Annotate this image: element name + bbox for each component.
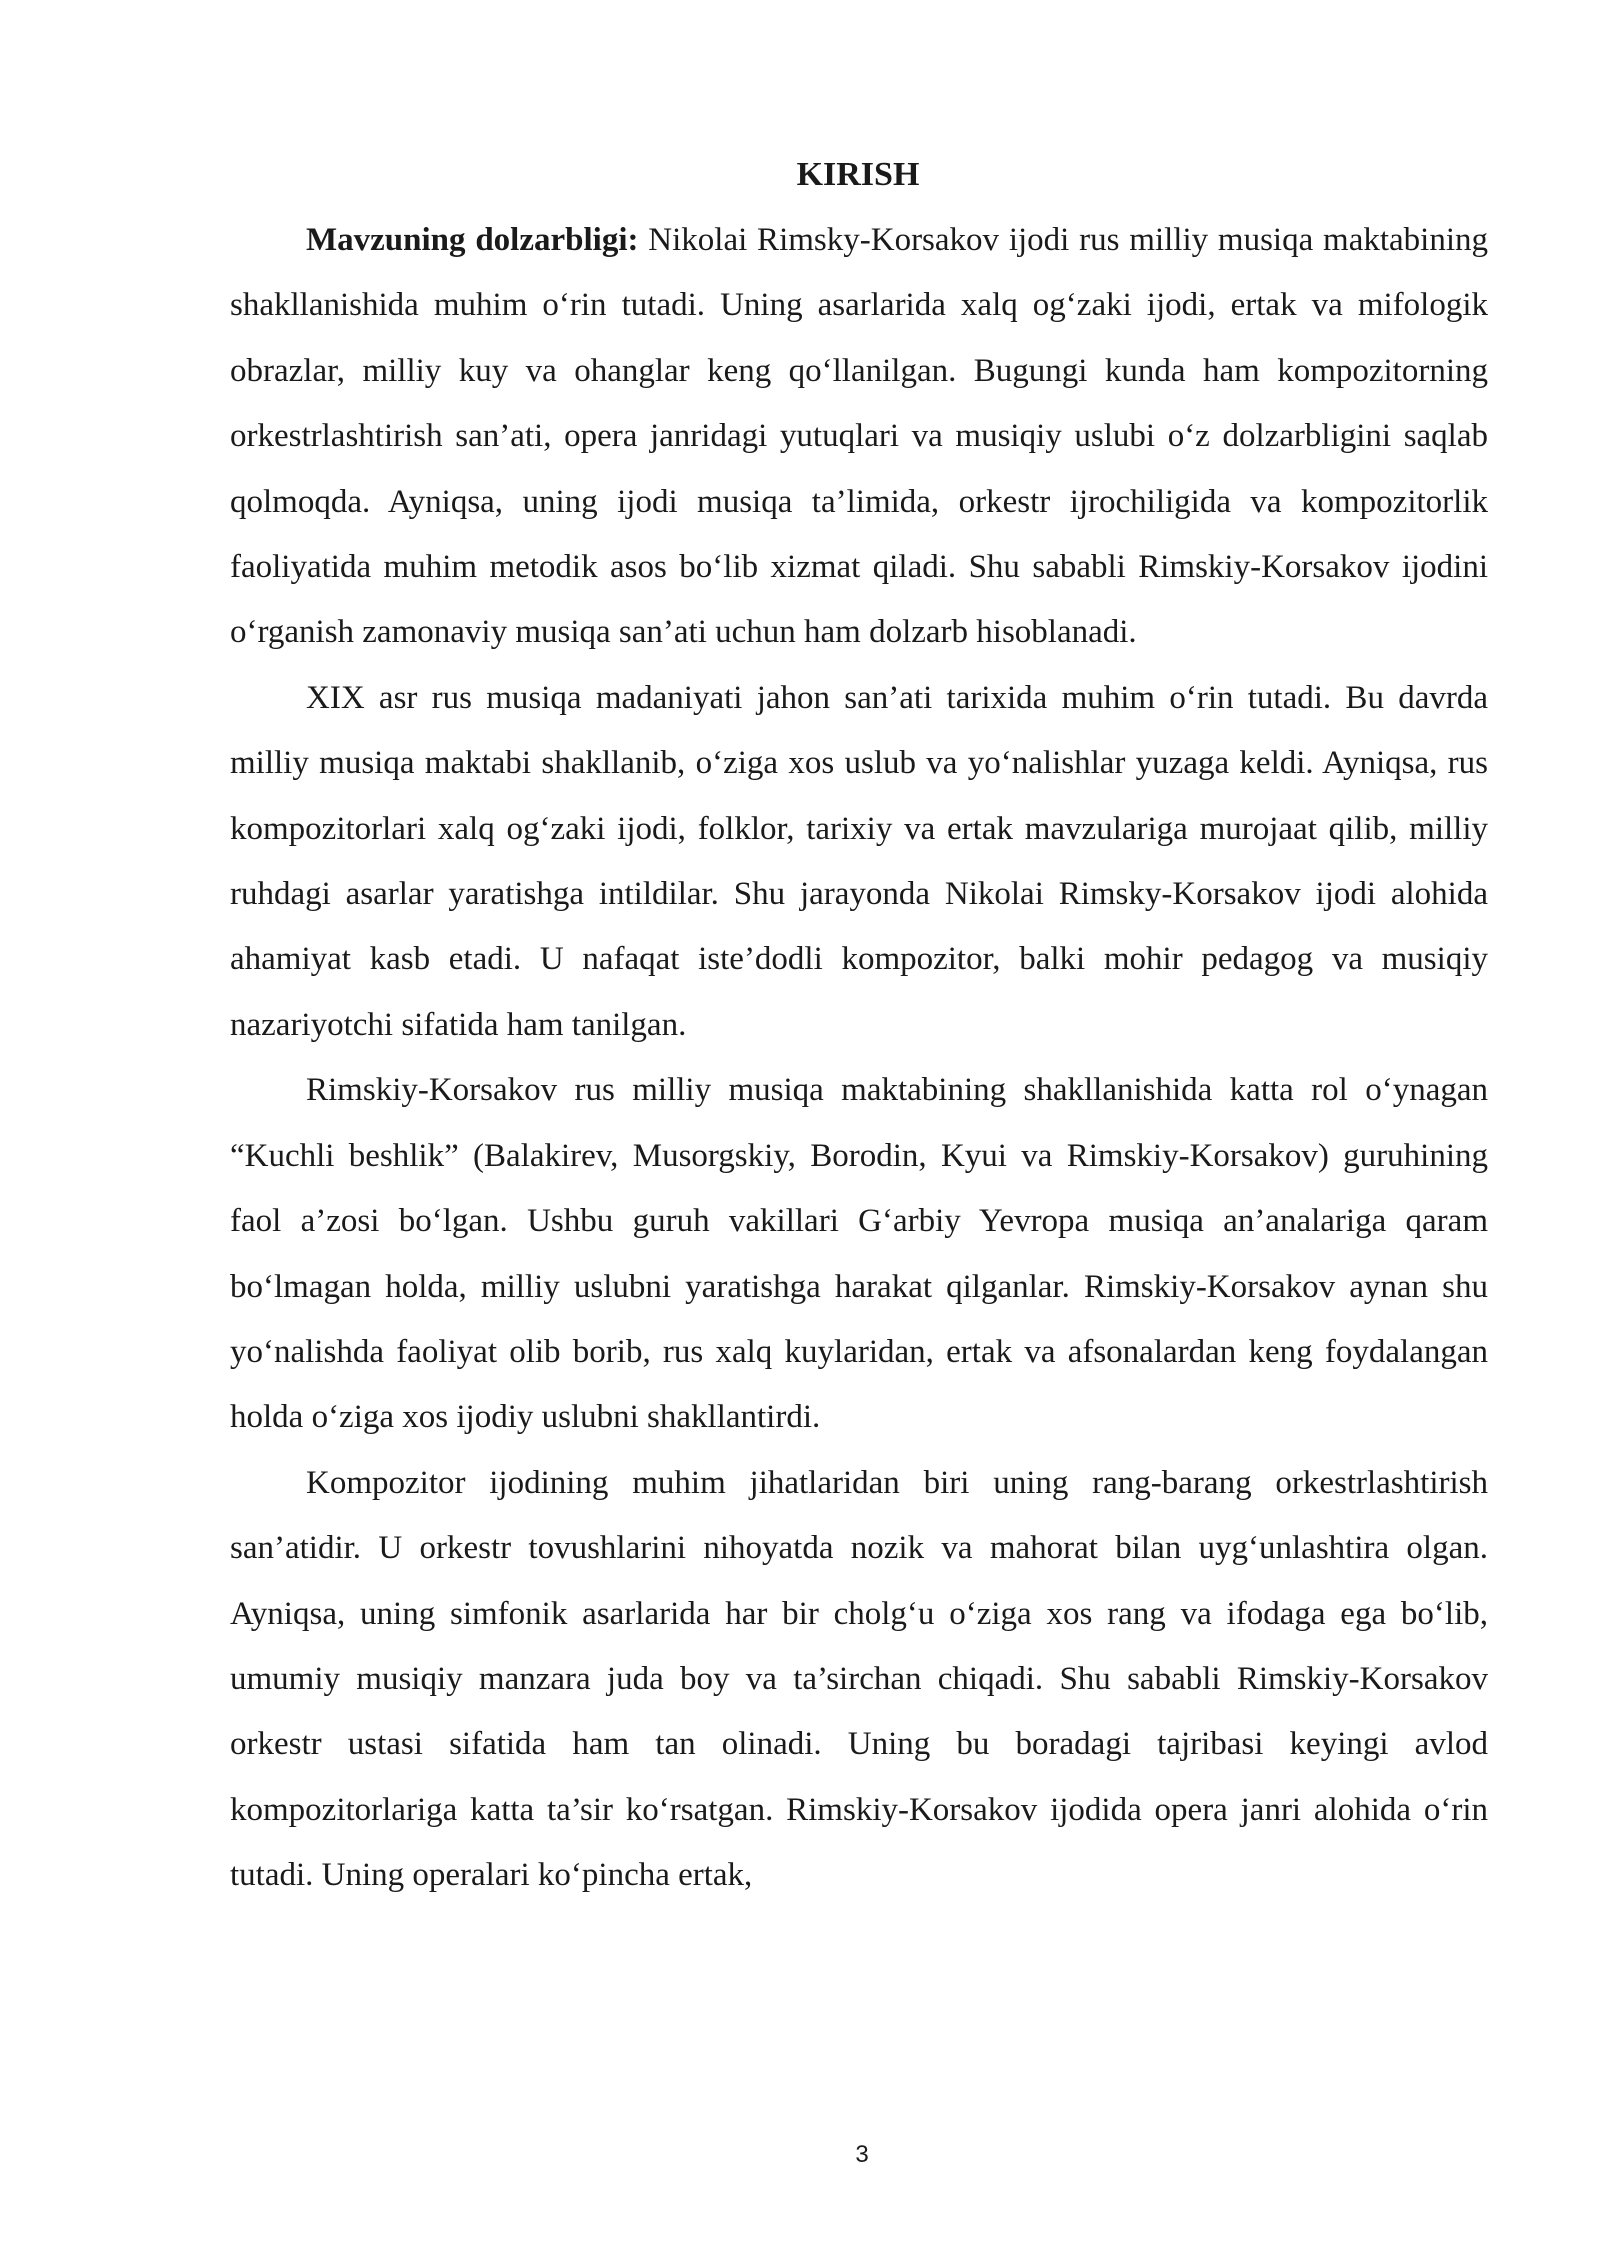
paragraph-relevance — [230, 208, 1488, 666]
body-text — [230, 208, 1488, 1909]
paragraph-text: Nikolai Rimsky-Korsakov ijodi rus milliy musiqa maktabining shakllanishida muhim o‘rin tutadi. Uning asarlarida xalq og‘zaki ijodi, ertak va mifologik obrazlar, milliy kuy va ohanglar keng qo‘llanilgan. Bugungi kunda ham kompozitorning orkestrlashtirish san’ati, opera janridagi yutuqlari va musiqiy uslubi o‘z dolzarbligini saqlab qolmoqda. Ayniqsa, uning ijodi musiqa ta’limida, orkestr ijrochiligida va kompozitorlik faoliyatida muhim metodik asos bo‘lib xizmat qiladi. Shu sababli Rimskiy-Korsakov ijodini o‘rganish zamonaviy musiqa san’ati uchun ham dolzarb hisoblanadi. — [230, 222, 1488, 651]
paragraph-lead-term: Mavzuning dolzarbligi: — [306, 222, 639, 258]
paragraph-19th-century: XIX asr rus musiqa madaniyati jahon san’ati tarixida muhim o‘rin tutadi. Bu davrda milliy musiqa maktabi shakllanib, o‘ziga xos uslub va yo‘nalishlar yuzaga keldi. Ayniqsa, rus kompozitorlari xalq og‘zaki ijodi, folklor, tarixiy va ertak mavzulariga murojaat qilib, milliy ruhdagi asarlar yaratishga intildilar. Shu jarayonda Nikolai Rimsky-Korsakov ijodi alohida ahamiyat kasb etadi. U nafaqat iste’dodli kompozitor, balki mohir pedagog va musiqiy nazariyotchi sifatida ham tanilgan. — [230, 679, 1488, 1043]
section-heading: KIRISH — [796, 156, 920, 193]
paragraph-orchestration: Kompozitor ijodining muhim jihatlaridan biri uning rang-barang orkestrlashtirish san’atidir. U orkestr tovushlarini nihoyatda nozik va mahorat bilan uyg‘unlashtira olgan. Ayniqsa, uning simfonik asarlarida har bir cholg‘u o‘ziga xos rang va ifodaga ega bo‘lib, umumiy musiqiy manzara juda boy va ta’sirchan chiqadi. Shu sababli Rimskiy-Korsakov orkestr ustasi sifatida ham tan olinadi. Uning bu boradagi tajribasi keyingi avlod kompozitorlariga katta ta’sir ko‘rsatgan. Rimskiy-Korsakov ijodida opera janri alohida o‘rin tutadi. Uning operalari ko‘pincha ertak, — [230, 1464, 1488, 1894]
paragraph-mighty-handful: Rimskiy-Korsakov rus milliy musiqa maktabining shakllanishida katta rol o‘ynagan “Kuchli beshlik” (Balakirev, Musorgskiy, Borodin, Kyui va Rimskiy-Korsakov) guruhining faol a’zosi bo‘lgan. Ushbu guruh vakillari G‘arbiy Yevropa musiqa an’analariga qaram bo‘lmagan holda, milliy uslubni yaratishga harakat qilganlar. Rimskiy-Korsakov aynan shu yo‘nalishda faoliyat olib borib, rus xalq kuylaridan, ertak va afsonalardan keng foydalangan holda o‘ziga xos ijodiy uslubni shakllantirdi. — [230, 1072, 1488, 1436]
page-number: 3 — [855, 2141, 869, 2168]
